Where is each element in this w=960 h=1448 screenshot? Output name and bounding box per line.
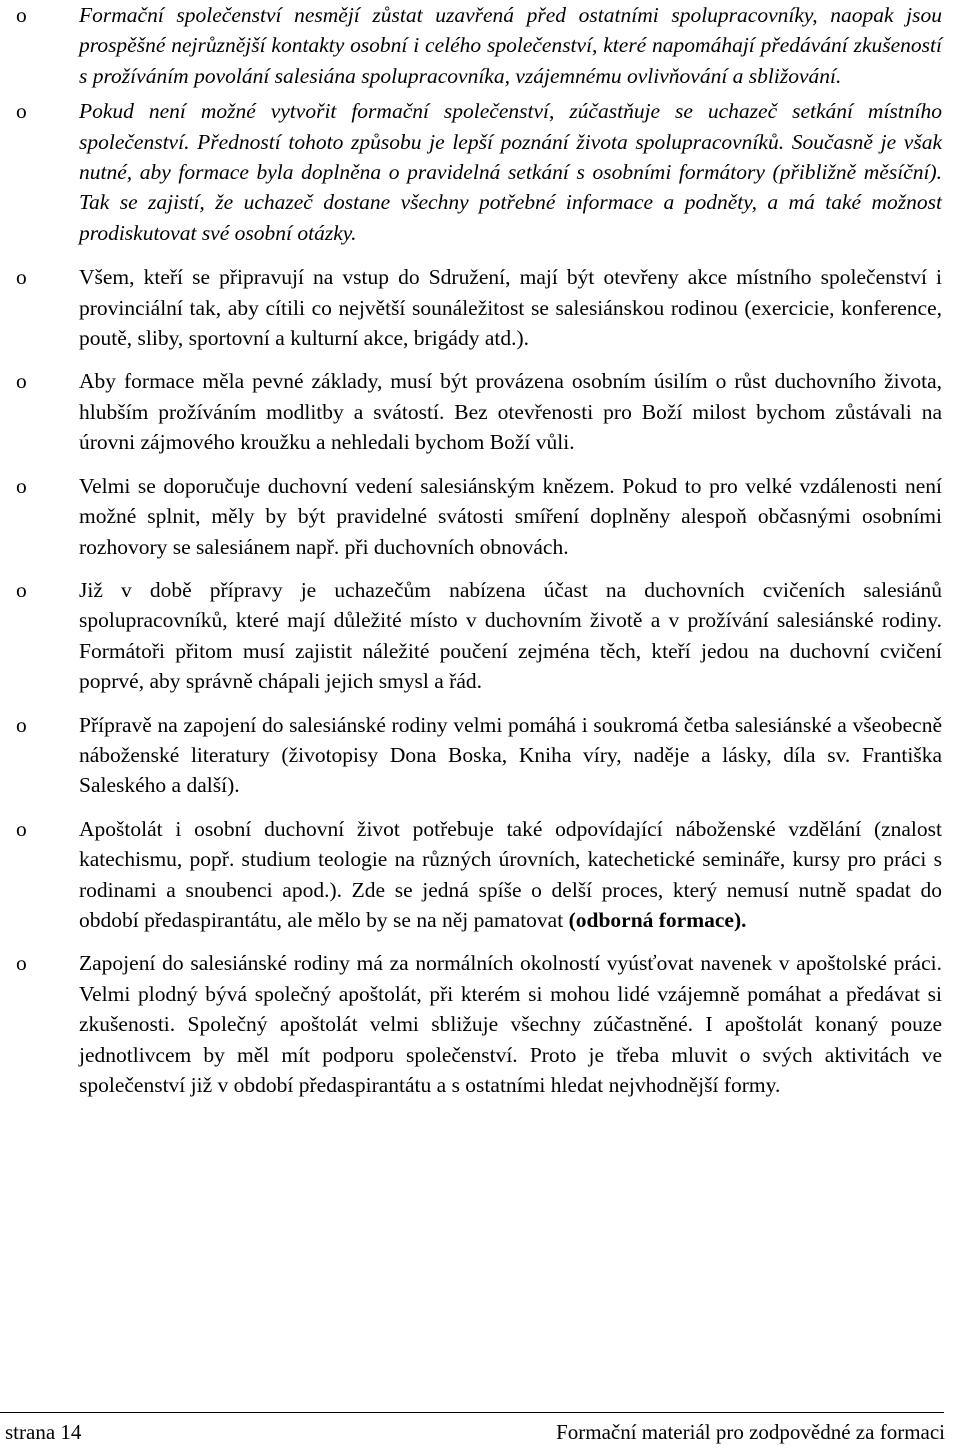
bullet-icon: o [16,99,27,124]
paragraph-text [79,96,942,248]
paragraph-normal: Velmi se doporučuje duchovní vedení salesiánským knězem. Pokud to pro velké vzdálenosti není možné splnit, měly by být pravidelné svátosti smíření doplněny alespoň občasnými osobními rozhovory se salesiánem např. při duchovních obnovách. [79,473,942,559]
list-item [16,575,942,697]
footer-title: Formační materiál pro zodpovědné za formaci [556,1420,945,1444]
paragraph-italic: Formační společenství nesmějí zůstat uzavřená před ostatními spolupracovníky, naopak jsou prospěšné nejrůznější kontakty osobní i celého společenství, které napomáhají předávání zkušeností s prožíváním povolání salesiána spolupracovníka, vzájemnému ovlivňování a sbližování. [79,3,942,88]
bullet-icon: o [16,473,27,498]
list-item [16,0,942,91]
list-item [16,710,942,801]
paragraph-text [79,366,942,457]
paragraph-text [79,575,942,697]
paragraph-text [79,710,942,801]
paragraph-normal: Apoštolát i osobní duchovní život potřebuje také odpovídající náboženské vzdělání (znalost katechismu, popř. studium teologie na různých úrovních, katechetické semináře, kursy pro práci s rodinami a snoubenci apod.). Zde se jedná spíše o delší proces, který nemusí nutně spadat do období předaspirantátu, ale mělo by se na něj pamatovat [79,816,942,932]
paragraph-normal: Přípravě na zapojení do salesiánské rodiny velmi pomáhá i soukromá četba salesiánské a všeobecně náboženské literatury (životopisy Dona Boska, Kniha víry, naděje a lásky, díla sv. Františka Saleského a další). [79,712,942,798]
paragraph-normal: Všem, kteří se připravují na vstup do Sdružení, mají být otevřeny akce místního společenství i provinciální tak, aby cítili co největší sounáležitost se salesiánskou rodinou (exercicie, konference, poutě, sliby, sportovní a kulturní akce, brigády atd.). [79,265,942,351]
paragraph-bold: (odborná formace). [568,907,747,932]
bullet-icon: o [16,816,27,841]
list-item [16,814,942,936]
paragraph-text [79,948,942,1100]
bullet-icon: o [16,265,27,290]
bullet-icon: o [16,951,27,976]
paragraph-text [79,814,942,936]
bullet-icon: o [16,712,27,737]
footer-divider [0,1412,944,1413]
document-body [16,0,942,1100]
paragraph-normal: Zapojení do salesiánské rodiny má za normálních okolností vyúsťovat navenek v apoštolské práci. Velmi plodný bývá společný apoštolát, při kterém si mohou lidé vzájemně pomáhat a předávat si zkušenosti. Společný apoštolát velmi sbližuje všechny zúčastněné. I apoštolát konaný pouze jednotlivcem by měl mít podporu společenství. Proto je třeba mluvit o svých aktivitách ve společenství již v období předaspirantátu a s ostatními hledat nejvhodnější formy. [79,951,942,1097]
bullet-icon: o [16,3,27,27]
paragraph-text [79,0,942,91]
paragraph-text [79,471,942,562]
paragraph-text [79,262,942,353]
list-item [16,471,942,562]
page-footer [5,1418,945,1446]
list-item [16,366,942,457]
paragraph-normal: Aby formace měla pevné základy, musí být provázena osobním úsilím o růst duchovního života, hlubším prožíváním modlitby a svátostí. Bez otevřenosti pro Boží milost bychom zůstávali na úrovni zájmového kroužku a nehledali bychom Boží vůli. [79,369,942,455]
paragraph-normal: Již v době přípravy je uchazečům nabízena účast na duchovních cvičeních salesiánů spolupracovníků, které mají důležité místo v duchovním životě a v prožívání salesiánské rodiny. Formátoři přitom musí zajistit náležité poučení zejména těch, kteří jedou na duchovní cvičení poprvé, aby správně chápali jejich smysl a řád. [79,577,942,694]
list-item [16,96,942,248]
bullet-icon: o [16,577,27,602]
bullet-icon: o [16,369,27,394]
list-item [16,262,942,353]
page-number: strana 14 [5,1420,82,1444]
list-item [16,948,942,1100]
paragraph-italic: Pokud není možné vytvořit formační společenství, zúčastňuje se uchazeč setkání místního společenství. Předností tohoto způsobu je lepší poznání života spolupracovníků. Současně je však nutné, aby formace byla doplněna o pravidelná setkání s osobními formátory (přibližně měsíční). Tak se zajistí, že uchazeč dostane všechny potřebné informace a podněty, a má také možnost prodiskutovat své osobní otázky. [79,99,942,245]
